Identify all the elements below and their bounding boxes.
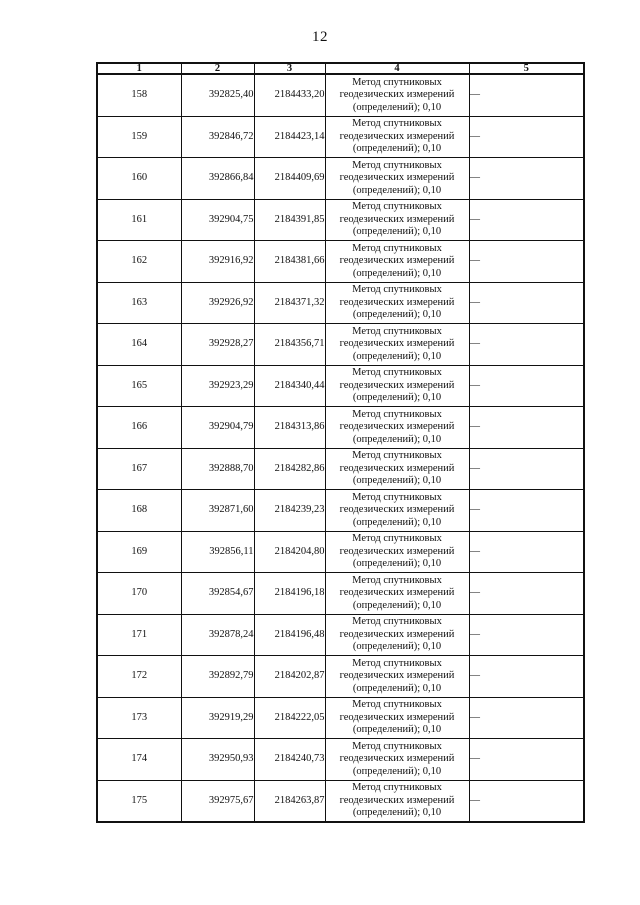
note-cell: — <box>469 116 584 158</box>
table-row <box>97 199 584 241</box>
note-cell: — <box>469 74 584 116</box>
y-coordinate-cell: 2184239,23 <box>254 490 325 532</box>
x-coordinate-cell: 392950,93 <box>181 739 254 781</box>
method-text-line: геодезических измерений <box>339 545 455 557</box>
method-text-line: геодезических измерений <box>339 753 455 764</box>
method-cell <box>325 282 469 324</box>
x-coordinate-cell: 392928,27 <box>181 324 254 366</box>
table-row <box>97 614 584 656</box>
column-header-5: 5 <box>469 63 584 74</box>
method-cell <box>325 199 469 241</box>
method-cell <box>325 158 469 200</box>
x-coordinate-cell: 392892,79 <box>181 656 254 698</box>
method-text-line: Метод спутниковых <box>352 367 442 378</box>
method-cell <box>325 324 469 366</box>
method-text-line: Метод спутниковых <box>352 284 442 295</box>
x-coordinate-cell: 392926,92 <box>181 282 254 324</box>
point-number-cell: 163 <box>97 282 181 324</box>
method-text-line: Метод спутниковых <box>352 782 442 793</box>
note-cell: — <box>469 241 584 283</box>
table-header <box>97 63 584 74</box>
method-text-line: Метод спутниковых <box>352 491 442 503</box>
point-number-cell: 159 <box>97 116 181 158</box>
table-row <box>97 656 584 698</box>
method-text-line: (определений); 0,10 <box>352 309 442 320</box>
method-cell <box>325 241 469 283</box>
x-coordinate-cell: 392878,24 <box>181 614 254 656</box>
point-number-cell: 162 <box>97 241 181 283</box>
point-number-cell: 169 <box>97 531 181 573</box>
point-number-cell: 175 <box>97 780 181 822</box>
y-coordinate-cell: 2184263,87 <box>254 780 325 822</box>
y-coordinate-cell: 2184222,05 <box>254 697 325 739</box>
table-row <box>97 697 584 739</box>
method-text-line: (определений); 0,10 <box>352 184 442 196</box>
point-number-cell: 158 <box>97 74 181 116</box>
method-text-line: (определений); 0,10 <box>352 765 442 777</box>
method-text-line: (определений); 0,10 <box>352 392 442 403</box>
method-cell <box>325 780 469 822</box>
method-text-line: (определений); 0,10 <box>352 143 442 154</box>
x-coordinate-cell: 392975,67 <box>181 780 254 822</box>
method-text-line: геодезических измерений <box>339 338 455 349</box>
method-text-line: Метод спутниковых <box>352 76 442 88</box>
method-cell <box>325 614 469 656</box>
method-cell <box>325 739 469 781</box>
column-header-2: 2 <box>181 63 254 74</box>
x-coordinate-cell: 392904,75 <box>181 199 254 241</box>
method-text-line: (определений); 0,10 <box>352 724 442 735</box>
method-text-line: (определений); 0,10 <box>352 101 442 113</box>
x-coordinate-cell: 392871,60 <box>181 490 254 532</box>
method-text-line: геодезических измерений <box>339 172 455 183</box>
method-text-line: (определений); 0,10 <box>352 682 442 694</box>
note-cell: — <box>469 448 584 490</box>
method-text-line: Метод спутниковых <box>352 699 442 710</box>
note-cell: — <box>469 365 584 407</box>
method-text-line: геодезических измерений <box>339 670 455 681</box>
method-text-line: Метод спутниковых <box>352 242 442 254</box>
point-number-cell: 161 <box>97 199 181 241</box>
method-text-line: Метод спутниковых <box>352 408 442 420</box>
method-text-line: (определений); 0,10 <box>352 516 442 528</box>
x-coordinate-cell: 392923,29 <box>181 365 254 407</box>
method-cell <box>325 74 469 116</box>
y-coordinate-cell: 2184381,66 <box>254 241 325 283</box>
x-coordinate-cell: 392856,11 <box>181 531 254 573</box>
x-coordinate-cell: 392825,40 <box>181 74 254 116</box>
method-cell <box>325 656 469 698</box>
x-coordinate-cell: 392888,70 <box>181 448 254 490</box>
page-number: 12 <box>312 29 328 45</box>
y-coordinate-cell: 2184371,32 <box>254 282 325 324</box>
coordinates-table <box>96 62 585 823</box>
method-text-line: (определений); 0,10 <box>352 558 442 569</box>
method-text-line: геодезических измерений <box>339 628 455 640</box>
note-cell: — <box>469 614 584 656</box>
method-text-line: геодезических измерений <box>339 213 455 225</box>
note-cell: — <box>469 573 584 615</box>
method-text-line: геодезических измерений <box>339 711 455 723</box>
y-coordinate-cell: 2184313,86 <box>254 407 325 449</box>
y-coordinate-cell: 2184202,87 <box>254 656 325 698</box>
method-text-line: Метод спутниковых <box>352 450 442 461</box>
column-header-1: 1 <box>97 63 181 74</box>
method-text-line: геодезических измерений <box>339 794 455 806</box>
method-text-line: Метод спутниковых <box>352 533 442 544</box>
y-coordinate-cell: 2184196,48 <box>254 614 325 656</box>
method-text-line: (определений); 0,10 <box>352 350 442 362</box>
method-cell <box>325 490 469 532</box>
method-text-line: геодезических измерений <box>339 296 455 308</box>
method-text-line: (определений); 0,10 <box>352 599 442 611</box>
note-cell: — <box>469 158 584 200</box>
y-coordinate-cell: 2184282,86 <box>254 448 325 490</box>
table-row <box>97 282 584 324</box>
note-cell: — <box>469 199 584 241</box>
table-row <box>97 407 584 449</box>
point-number-cell: 160 <box>97 158 181 200</box>
y-coordinate-cell: 2184433,20 <box>254 74 325 116</box>
point-number-cell: 170 <box>97 573 181 615</box>
method-cell <box>325 531 469 573</box>
method-text-line: геодезических измерений <box>339 379 455 391</box>
method-text-line: (определений); 0,10 <box>352 641 442 652</box>
method-text-line: Метод спутниковых <box>352 201 442 212</box>
method-text-line: (определений); 0,10 <box>352 433 442 445</box>
note-cell: — <box>469 656 584 698</box>
table-body <box>97 74 584 822</box>
header-row <box>97 63 584 74</box>
table-row <box>97 365 584 407</box>
y-coordinate-cell: 2184409,69 <box>254 158 325 200</box>
x-coordinate-cell: 392846,72 <box>181 116 254 158</box>
method-text-line: геодезических измерений <box>339 89 455 100</box>
x-coordinate-cell: 392866,84 <box>181 158 254 200</box>
note-cell: — <box>469 780 584 822</box>
method-text-line: Метод спутниковых <box>352 740 442 752</box>
point-number-cell: 164 <box>97 324 181 366</box>
note-cell: — <box>469 490 584 532</box>
point-number-cell: 171 <box>97 614 181 656</box>
table-row <box>97 74 584 116</box>
y-coordinate-cell: 2184240,73 <box>254 739 325 781</box>
note-cell: — <box>469 739 584 781</box>
point-number-cell: 168 <box>97 490 181 532</box>
y-coordinate-cell: 2184340,44 <box>254 365 325 407</box>
x-coordinate-cell: 392916,92 <box>181 241 254 283</box>
y-coordinate-cell: 2184423,14 <box>254 116 325 158</box>
method-cell <box>325 407 469 449</box>
note-cell: — <box>469 697 584 739</box>
y-coordinate-cell: 2184204,80 <box>254 531 325 573</box>
note-cell: — <box>469 531 584 573</box>
x-coordinate-cell: 392904,79 <box>181 407 254 449</box>
method-text-line: Метод спутниковых <box>352 574 442 586</box>
y-coordinate-cell: 2184196,18 <box>254 573 325 615</box>
table-row <box>97 573 584 615</box>
table-row <box>97 780 584 822</box>
method-cell <box>325 116 469 158</box>
table-row <box>97 739 584 781</box>
method-cell <box>325 573 469 615</box>
method-text-line: (определений); 0,10 <box>352 226 442 237</box>
table-row <box>97 448 584 490</box>
point-number-cell: 173 <box>97 697 181 739</box>
method-text-line: геодезических измерений <box>339 462 455 474</box>
table-row <box>97 531 584 573</box>
method-cell <box>325 448 469 490</box>
table-row <box>97 324 584 366</box>
note-cell: — <box>469 282 584 324</box>
method-text-line: Метод спутниковых <box>352 325 442 337</box>
method-cell <box>325 365 469 407</box>
method-text-line: Метод спутниковых <box>352 159 442 171</box>
table-row <box>97 158 584 200</box>
method-text-line: геодезических измерений <box>339 255 455 266</box>
point-number-cell: 172 <box>97 656 181 698</box>
point-number-cell: 174 <box>97 739 181 781</box>
column-header-4: 4 <box>325 63 469 74</box>
table-row <box>97 241 584 283</box>
note-cell: — <box>469 324 584 366</box>
y-coordinate-cell: 2184356,71 <box>254 324 325 366</box>
y-coordinate-cell: 2184391,85 <box>254 199 325 241</box>
point-number-cell: 167 <box>97 448 181 490</box>
table-row <box>97 116 584 158</box>
method-text-line: (определений); 0,10 <box>352 475 442 486</box>
method-cell <box>325 697 469 739</box>
point-number-cell: 166 <box>97 407 181 449</box>
point-number-cell: 165 <box>97 365 181 407</box>
method-text-line: Метод спутниковых <box>352 616 442 627</box>
method-text-line: Метод спутниковых <box>352 657 442 669</box>
column-header-3: 3 <box>254 63 325 74</box>
method-text-line: (определений); 0,10 <box>352 807 442 818</box>
method-text-line: Метод спутниковых <box>352 118 442 129</box>
table-row <box>97 490 584 532</box>
x-coordinate-cell: 392919,29 <box>181 697 254 739</box>
note-cell: — <box>469 407 584 449</box>
method-text-line: геодезических измерений <box>339 504 455 515</box>
method-text-line: геодезических измерений <box>339 130 455 142</box>
x-coordinate-cell: 392854,67 <box>181 573 254 615</box>
method-text-line: геодезических измерений <box>339 421 455 432</box>
method-text-line: геодезических измерений <box>339 587 455 598</box>
method-text-line: (определений); 0,10 <box>352 267 442 279</box>
